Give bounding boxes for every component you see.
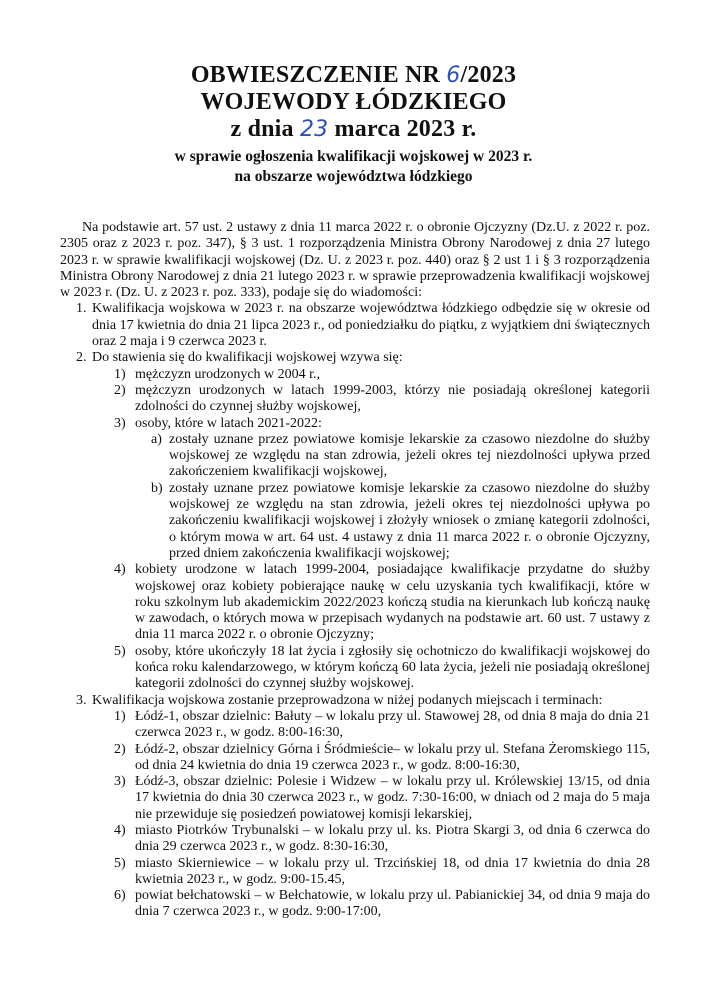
list-item <box>114 774 650 823</box>
item-text: mężczyzn urodzonych w latach 1999-2003, którzy nie posiadają określonej kategorii zdolności do czynnej służby wojskowej, <box>135 382 650 415</box>
item-number: 5) <box>114 855 126 871</box>
point-text: Kwalifikacja wojskowa w 2023 r. na obszarze województwa łódzkiego odbędzie się w okresie od dnia 17 kwietnia do dnia 21 lipca 2023 r., od poniedziałku do piątku, z wyjątkiem dni świątecznych oraz 2 maja i 9 czerwca 2023 r. <box>92 301 650 350</box>
list-item <box>114 823 650 856</box>
document-body <box>60 220 650 921</box>
item-text: Łódź-2, obszar dzielnicy Górna i Śródmieście– w lokalu przy ul. Stefana Żeromskiego 115, od dnia 24 kwietnia do dnia 19 czerwca 2023 r., w godz. 8:00-16:30, <box>135 741 650 773</box>
list-item <box>114 709 650 742</box>
point-number: 1. <box>76 301 87 317</box>
main-point <box>60 693 650 921</box>
handwritten-day: 23 <box>299 117 329 142</box>
list-item <box>114 888 650 921</box>
point-sublist <box>114 367 650 693</box>
item-text: Łódź-1, obszar dzielnic: Bałuty – w lokalu przy ul. Stawowej 28, od dnia 8 maja do dnia 21 czerwca 2023 r., w godz. 8:00-16:30, <box>135 708 650 741</box>
sub-item <box>147 481 650 562</box>
item-number: 3) <box>114 415 126 431</box>
list-item <box>114 416 650 563</box>
subject-line-2: na obszarze województwa łódzkiego <box>234 168 473 185</box>
list-item <box>114 562 650 643</box>
document-title: OBWIESZCZENIE NR 6/2023 <box>190 62 517 88</box>
subitem-letter: b) <box>151 480 163 496</box>
list-item <box>114 856 650 889</box>
issuing-authority: WOJEWODY ŁÓDZKIEGO <box>200 89 507 115</box>
item-number: 2) <box>114 741 126 757</box>
handwritten-number: 6 <box>446 63 461 88</box>
item-number: 4) <box>114 562 126 578</box>
list-item <box>114 742 650 775</box>
item-number: 5) <box>114 643 126 659</box>
item-sublist <box>147 432 650 562</box>
list-item <box>114 644 650 693</box>
legal-basis-paragraph: Na podstawie art. 57 ust. 2 ustawy z dnia 11 marca 2022 r. o obronie Ojczyzny (Dz.U. z 2022 r. poz. 2305 oraz z 2023 r. poz. 347), § 3 ust. 1 rozporządzenia Ministra Obrony Narodowej z dnia 27 lutego 2023 r. w sprawie kwalifikacji wojskowej (Dz. U. z 2023 r. poz. 440) oraz § 2 ust 1 i § 3 rozporządzenia Ministra Obrony Narodowej z dnia 21 lutego 2023 r. w sprawie przeprowadzenia kwalifikacji wojskowej w 2023 r. (Dz. U. z 2023 r. poz. 333), podaje się do wiadomości: <box>60 220 650 301</box>
list-item <box>114 367 650 383</box>
item-text: Łódź-3, obszar dzielnic: Polesie i Widzew – w lokalu przy ul. Królewskiej 13/15, od dnia 17 kwietnia do dnia 30 czerwca 2023 r., w godz. 7:30-16:00, w dniach od 2 maja do 5 maja nie przewiduje się posiedzeń powiatowej komisji lekarskiej, <box>135 774 650 822</box>
subitem-letter: a) <box>151 431 162 447</box>
document-header <box>0 62 707 187</box>
subitem-text: zostały uznane przez powiatowe komisje lekarskie za czasowo niezdolne do służby wojskowej ze względu na stan zdrowia, jeżeli okres tej niezdolności upływa po zakończeniu kwalifikacji wojskowej i złożyły wniosek o zmianę kategorii zdolności, o którym mowa w art. 64 ust. 4 ustawy z dnia 11 marca 2022 r. o obronie Ojczyzny, przed dniem zakończenia kwalifikacji wojskowej; <box>169 480 650 561</box>
list-item <box>114 383 650 416</box>
item-text: kobiety urodzone w latach 1999-2004, posiadające kwalifikacje przydatne do służby wojskowej oraz kobiety pobierające naukę w celu uzyskania tych kwalifikacji, które w roku szkolnym lub akademickim 2022/2023 kończą studia na kierunkach lub kończą naukę w zawodach, o których mowa w przepisach wydanych na podstawie art. 60 ust. 7 ustawy z dnia 11 marca 2022 r. o obronie Ojczyzny; <box>135 562 650 643</box>
point-number: 3. <box>76 692 87 708</box>
main-point <box>60 350 650 692</box>
item-text: miasto Skierniewice – w lokalu przy ul. Trzcińskiej 18, od dnia 17 kwietnia do dnia 28 kwietnia 2023 r., w godz. 9:00-15.45, <box>135 855 650 887</box>
subitem-text: zostały uznane przez powiatowe komisje lekarskie za czasowo niezdolne do służby wojskowej ze względu na stan zdrowia, jeżeli okres tej niezdolności upływa przed zakończeniem kwalifikacji wojskowej, <box>169 431 650 480</box>
point-sublist <box>114 709 650 921</box>
item-number: 1) <box>114 708 126 724</box>
main-points-list <box>60 301 650 920</box>
document-date: z dnia 23 marca 2023 r. <box>230 116 477 142</box>
item-number: 2) <box>114 382 126 398</box>
item-text: powiat bełchatowski – w Bełchatowie, w lokalu przy ul. Pabianickiej 34, od dnia 9 maja do dnia 7 czerwca 2023 r., w godz. 9:00-17:00, <box>135 888 650 920</box>
subject-line-1: w sprawie ogłoszenia kwalifikacji wojskowej w 2023 r. <box>174 148 533 165</box>
item-number: 1) <box>114 366 126 382</box>
item-text: mężczyzn urodzonych w 2004 r., <box>135 366 321 382</box>
point-text: Kwalifikacja wojskowa zostanie przeprowadzona w niżej podanych miejscach i terminach: <box>92 692 603 708</box>
item-number: 6) <box>114 888 126 904</box>
point-number: 2. <box>76 350 87 366</box>
item-number: 3) <box>114 774 126 790</box>
point-text: Do stawienia się do kwalifikacji wojskowej wzywa się: <box>92 350 403 366</box>
item-text: miasto Piotrków Trybunalski – w lokalu przy ul. ks. Piotra Skargi 3, od dnia 6 czerwca do dnia 29 czerwca 2023 r., w godz. 8:30-16:30, <box>135 822 650 855</box>
main-point <box>60 301 650 350</box>
item-text: osoby, które ukończyły 18 lat życia i zgłosiły się ochotniczo do kwalifikacji wojskowej do końca roku kalendarzowego, w którym kończą 60 lata życia, jeżeli nie posiadają określonej kategorii zdolności do czynnej służby wojskowej. <box>135 643 650 692</box>
item-number: 4) <box>114 822 126 838</box>
item-text: osoby, które w latach 2021-2022: <box>135 415 322 431</box>
sub-item <box>147 432 650 481</box>
